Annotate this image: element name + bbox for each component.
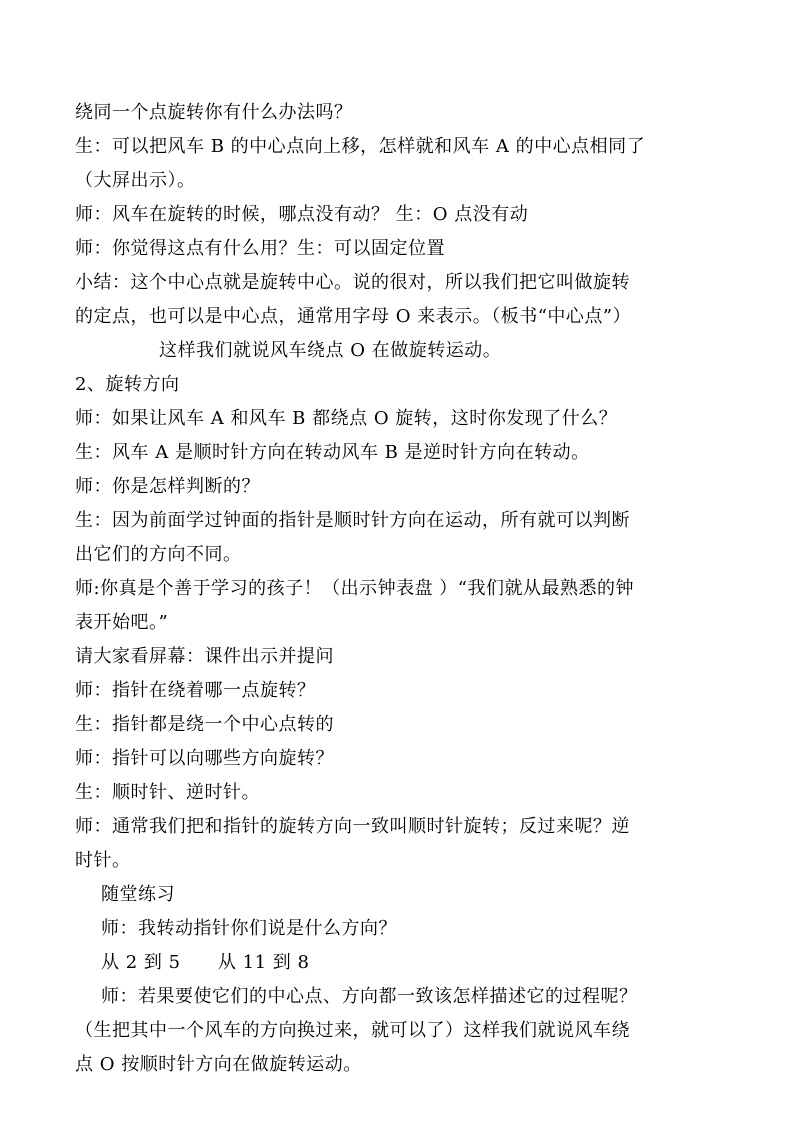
text-line: 师：指针在绕着哪一点旋转？ — [75, 680, 316, 701]
text-line: （生把其中一个风车的方向换过来，就可以了）这样我们就说风车绕 — [75, 1020, 630, 1041]
text-line: 从 2 到 5 从 11 到 8 — [101, 952, 310, 973]
text-line: 师：如果让风车 A 和风车 B 都绕点 O 旋转，这时你发现了什么？ — [75, 408, 618, 429]
text-line: 师：通常我们把和指针的旋转方向一致叫顺时针旋转；反过来呢？逆 — [75, 816, 630, 837]
text-line: 点 O 按顺时针方向在做旋转运动。 — [75, 1054, 362, 1075]
text-line: 生：风车 A 是顺时针方向在转动风车 B 是逆时针方向在转动。 — [75, 442, 590, 463]
text-line: 请大家看屏幕：课件出示并提问 — [75, 646, 334, 667]
text-line: 生：可以把风车 B 的中心点向上移，怎样就和风车 A 的中心点相同了 — [75, 136, 646, 157]
text-line: 师：风车在旋转的时候，哪点没有动？ 生：O 点没有动 — [75, 204, 529, 225]
text-line: 绕同一个点旋转你有什么办法吗？ — [75, 102, 353, 123]
text-line: 时针。 — [75, 850, 131, 871]
text-line: 这样我们就说风车绕点 O 在做旋转运动。 — [159, 340, 502, 361]
text-line: 师：若果要使它们的中心点、方向都一致该怎样描述它的过程呢？ — [101, 986, 638, 1007]
text-line: 表开始吧。” — [75, 612, 169, 633]
text-line: 师：我转动指针你们说是什么方向？ — [101, 918, 397, 939]
text-line: 师:你真是个善于学习的孩子！（出示钟表盘 ）“我们就从最熟悉的钟 — [75, 578, 634, 599]
text-line: 生：指针都是绕一个中心点转的 — [75, 714, 334, 735]
text-line: 师：你觉得这点有什么用？生：可以固定位置 — [75, 238, 445, 259]
text-line: 的定点，也可以是中心点，通常用字母 O 来表示。（板书“中心点”） — [75, 306, 632, 327]
document-body — [75, 96, 725, 1082]
text-line: 生：因为前面学过钟面的指针是顺时针方向在运动，所有就可以判断 — [75, 510, 630, 531]
text-line: （大屏出示）。 — [75, 170, 196, 191]
section-heading: 2、旋转方向 — [75, 374, 180, 395]
text-line: 师：指针可以向哪些方向旋转？ — [75, 748, 334, 769]
text-line: 出它们的方向不同。 — [75, 544, 242, 565]
section-heading: 随堂练习 — [101, 884, 175, 905]
text-line: 生：顺时针、逆时针。 — [75, 782, 260, 803]
text-line: 小结：这个中心点就是旋转中心。说的很对，所以我们把它叫做旋转 — [75, 272, 630, 293]
text-line: 师：你是怎样判断的？ — [75, 476, 260, 497]
